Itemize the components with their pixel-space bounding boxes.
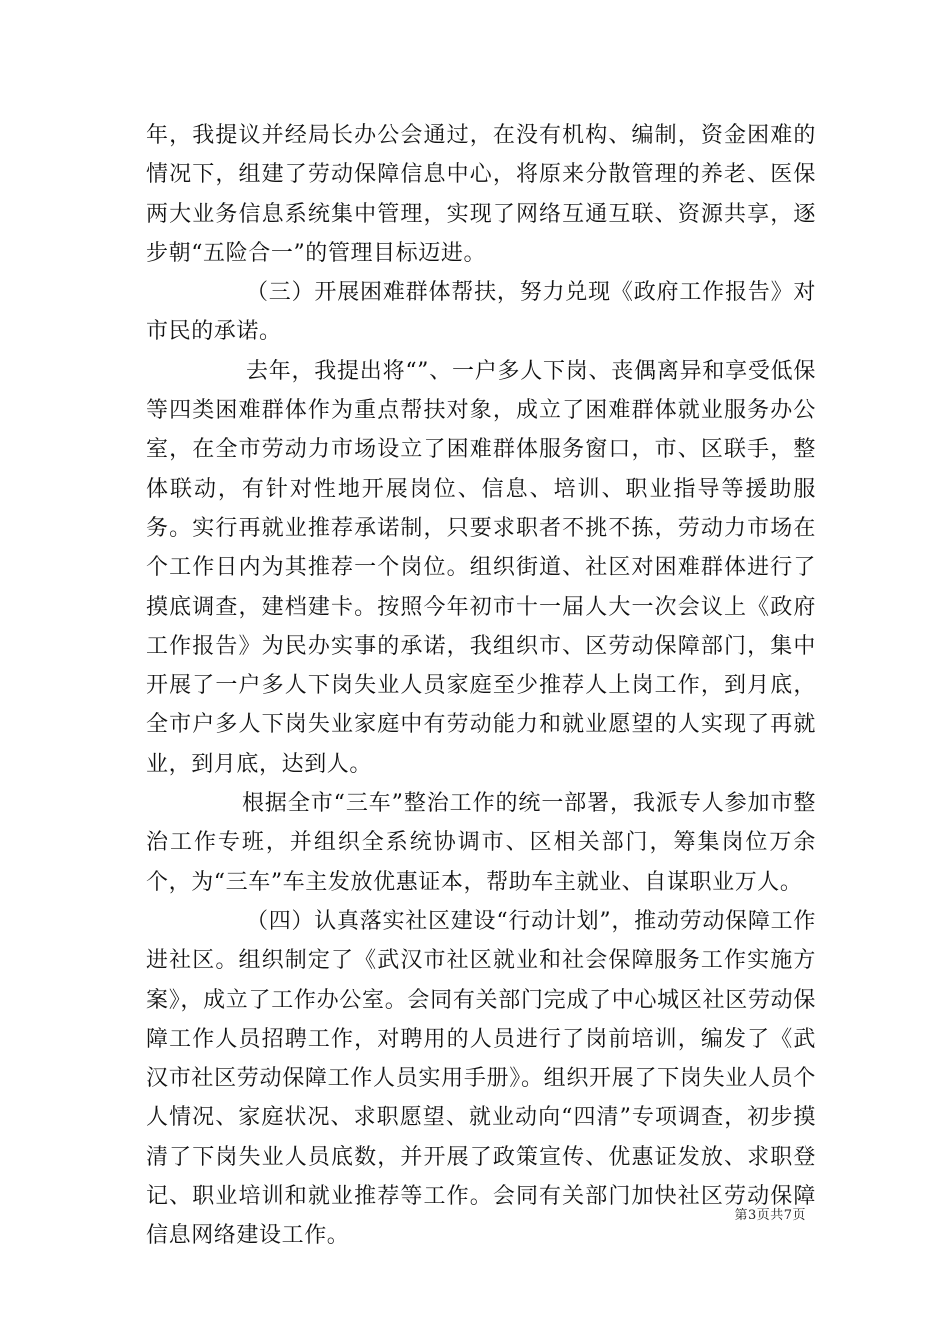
paragraph-difficult-groups: 去年，我提出将“”、一户多人下岗、丧偶离异和享受低保等四类困难群体作为重点帮扶对象，成立了困难群体就业服务办公室，在全市劳动力市场设立了困难群体服务窗口，市、区联手，整体联动，有针对性地开展岗位、信息、培训、职业指导等援助服务。实行再就业推荐承诺制，只要求职者不挑不拣，劳动力市场在个工作日内为其推荐一个岗位。组织街道、社区对困难群体进行了摸底调查，建档建卡。按照今年初市十一届人大一次会议上《政府工作报告》为民办实事的承诺，我组织市、区劳动保障部门，集中开展了一户多人下岗失业人员家庭至少推荐人上岗工作，到月底，全市户多人下岗失业家庭中有劳动能力和就业愿望的人实现了再就业，到月底，达到人。 <box>146 358 816 777</box>
document-body <box>146 116 816 1256</box>
paragraph-continuation: 年，我提议并经局长办公会通过，在没有机构、编制，资金困难的情况下，组建了劳动保障信息中心，将原来分散管理的养老、医保两大业务信息系统集中管理，实现了网络互通互联、资源共享，逐步朝“五险合一”的管理目标迈进。 <box>146 123 816 266</box>
paragraph-three-vehicles: 根据全市“三车”整治工作的统一部署，我派专人参加市整治工作专班，并组织全系统协调市、区相关部门，筹集岗位万余个，为“三车”车主发放优惠证本，帮助车主就业、自谋职业万人。 <box>146 791 816 895</box>
paragraph-section-three-heading: （三）开展困难群体帮扶，努力兑现《政府工作报告》对市民的承诺。 <box>146 280 816 345</box>
paragraph-section-four: （四）认真落实社区建设“行动计划”，推动劳动保障工作进社区。组织制定了《武汉市社区就业和社会保障服务工作实施方案》，成立了工作办公室。会同有关部门完成了中心城区社区劳动保障工作人员招聘工作，对聘用的人员进行了岗前培训，编发了《武汉市社区劳动保障工作人员实用手册》。组织开展了下岗失业人员个人情况、家庭状况、求职愿望、就业动向“四清”专项调查，初步摸清了下岗失业人员底数，并开展了政策宣传、优惠证发放、求职登记、职业培训和就业推荐等工作。会同有关部门加快社区劳动保障信息网络建设工作。 <box>146 908 816 1249</box>
page-number-footer: 第3页共7页 <box>734 1208 806 1223</box>
